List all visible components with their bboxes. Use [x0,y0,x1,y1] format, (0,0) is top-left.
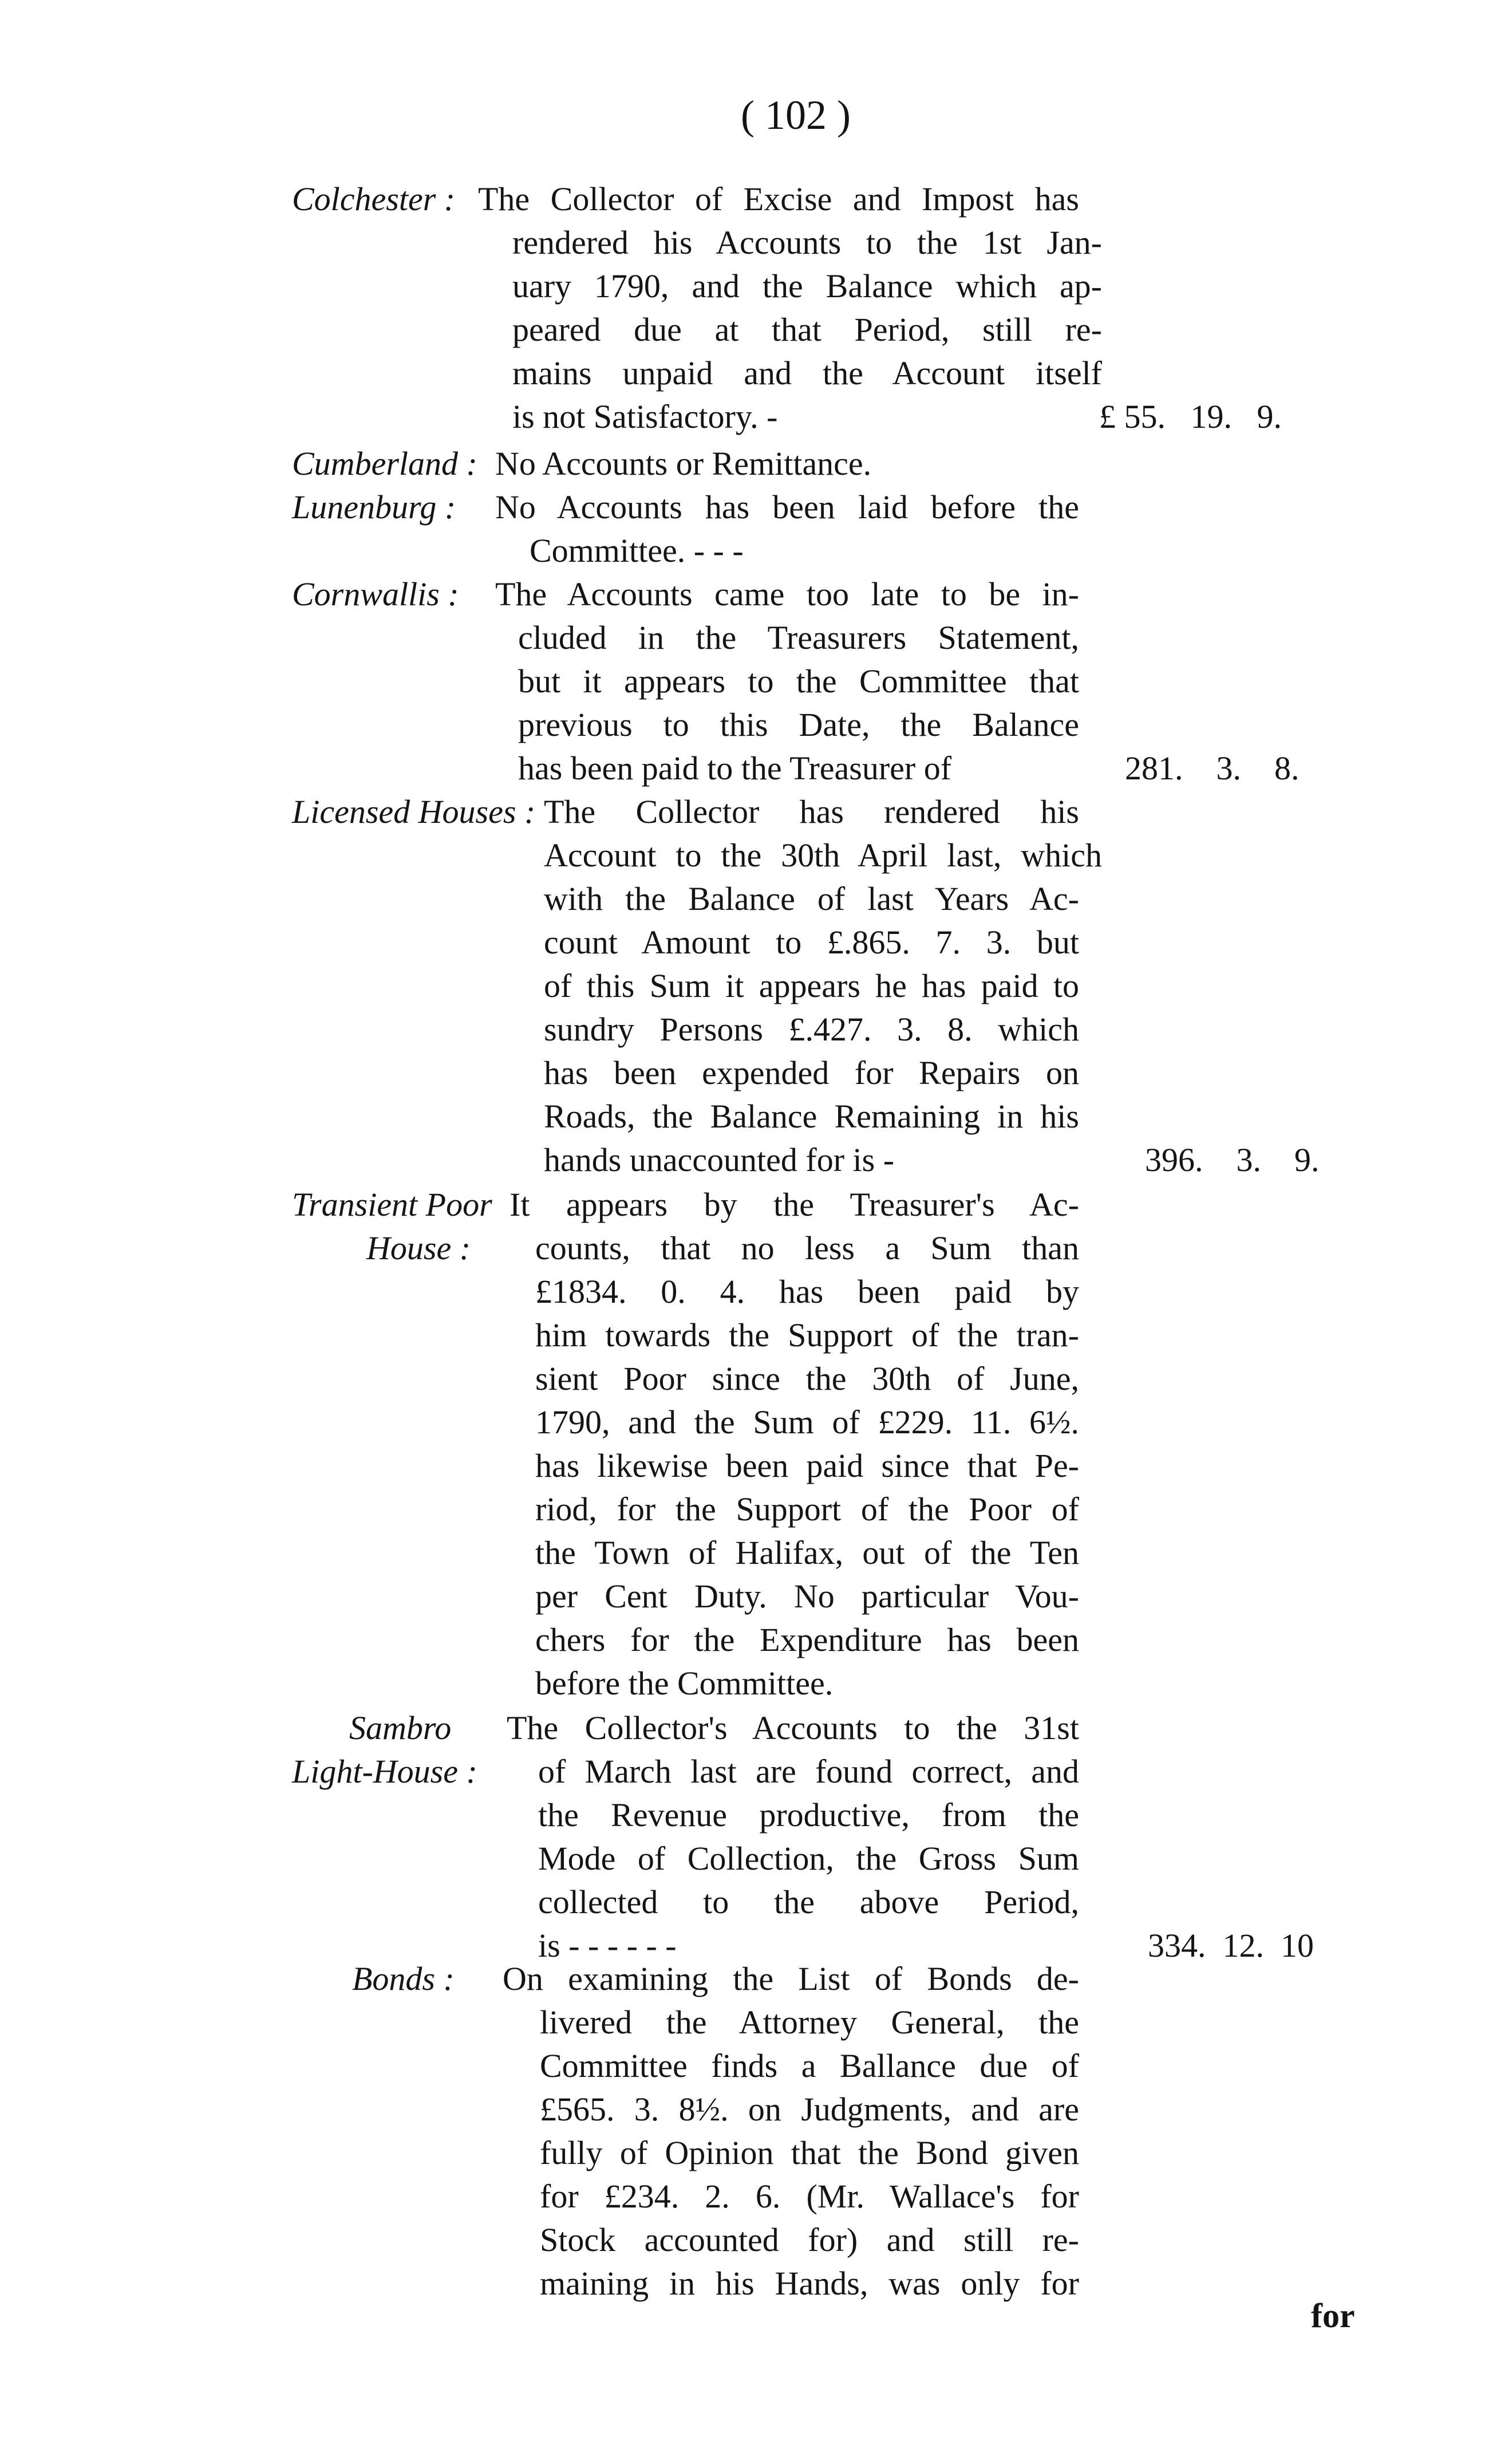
text-line: of this Sum it appears he has paid to [544,967,1079,1004]
entry-text [495,442,1073,486]
text-line: uary 1790, and the Balance which ap- [512,267,1102,305]
text-line: The Collector of Excise and Impost has [478,180,1079,218]
entry-amount: 396. 3. 9. [1145,1141,1320,1178]
text-line: Stock accounted for) and still re- [540,2221,1079,2258]
text-line: The Collector's Accounts to the 31st [507,1709,1079,1747]
entry-label: Transient Poor [292,1186,492,1223]
text-line: Account to the 30th April last, which [544,837,1102,874]
text-line: per Cent Duty. No particular Vou- [535,1578,1079,1615]
text-line: maining in his Hands, was only for [540,2265,1079,2302]
entry-label: Bonds : [352,1960,455,1997]
text-line: has been expended for Repairs on [544,1054,1079,1091]
text-line: for £234. 2. 6. (Mr. Wallace's for [540,2178,1079,2215]
entry-label: Colchester : [292,180,456,218]
entry-text [507,1706,1079,1968]
entry-label: Cumberland : [292,445,477,482]
text-line: £1834. 0. 4. has been paid by [535,1273,1079,1310]
entry-label: Licensed Houses : [292,793,536,830]
text-line: hands unaccounted for is - [544,1141,895,1178]
text-line: with the Balance of last Years Ac- [544,880,1079,917]
entry-amount: 334. 12. 10 [1148,1927,1314,1964]
text-line: the Town of Halifax, out of the Ten [535,1534,1079,1571]
text-line: peared due at that Period, still re- [512,311,1102,348]
text-line: has likewise been paid since that Pe- [535,1447,1079,1484]
text-line: the Revenue productive, from the [538,1796,1079,1834]
text-line: previous to this Date, the Balance [518,706,1079,743]
text-line: sundry Persons £.427. 3. 8. which [544,1011,1079,1048]
text-line: livered the Attorney General, the [540,2004,1079,2041]
text-line: chers for the Expenditure has been [535,1621,1079,1658]
text-line: is - - - - - - [538,1927,677,1964]
catchword: for [1311,2297,1355,2335]
text-line: It appears by the Treasurer's Ac- [510,1186,1079,1223]
entry-text [503,1957,1079,2305]
text-line: fully of Opinion that the Bond given [540,2134,1079,2171]
text-line: No Accounts or Remittance. [495,445,872,482]
text-line: collected to the above Period, [538,1883,1079,1921]
text-line: No Accounts has been laid before the [495,488,1079,526]
entry-label-continued: House : [366,1229,471,1267]
entry-text [544,790,1102,1182]
text-line: Committee finds a Ballance due of [540,2047,1079,2084]
entry-text [510,1183,1079,1705]
entry-text [478,178,1102,439]
entry-amount: 281. 3. 8. [1125,750,1300,787]
text-line: count Amount to £.865. 7. 3. but [544,924,1079,961]
entry-label: Cornwallis : [292,575,459,613]
text-line: before the Committee. [535,1665,834,1702]
text-line: The Accounts came too late to be in- [495,575,1079,613]
entry-text [495,573,1079,790]
text-line: has been paid to the Treasurer of [518,750,952,787]
entry-text [495,486,1079,573]
text-line: mains unpaid and the Account itself [512,354,1102,392]
text-line: riod, for the Support of the Poor of [535,1491,1079,1528]
entry-amount: £ 55. 19. 9. [1099,398,1282,435]
text-line: On examining the List of Bonds de- [503,1960,1079,1997]
text-line: him towards the Support of the tran- [535,1316,1079,1354]
text-line: cluded in the Treasurers Statement, [518,619,1079,656]
text-line: 1790, and the Sum of £229. 11. 6½. [535,1404,1079,1441]
entry-label: Lunenburg : [292,488,456,526]
text-line: sient Poor since the 30th of June, [535,1360,1079,1397]
page-number: ( 102 ) [741,92,851,138]
text-line: counts, that no less a Sum than [535,1229,1079,1267]
text-line: Roads, the Balance Remaining in his [544,1098,1079,1135]
text-line: rendered his Accounts to the 1st Jan- [512,224,1102,261]
text-line: The Collector has rendered his [544,793,1079,830]
text-line: of March last are found correct, and [538,1753,1079,1790]
text-line: £565. 3. 8½. on Judgments, and are [540,2091,1079,2128]
text-line: but it appears to the Committee that [518,663,1079,700]
text-line: Mode of Collection, the Gross Sum [538,1840,1079,1877]
text-line: is not Satisfactory. - [512,398,778,435]
text-line: Committee. - - - [530,532,744,569]
entry-label-continued: Light-House : [292,1753,477,1790]
entry-label: Sambro [349,1709,452,1747]
